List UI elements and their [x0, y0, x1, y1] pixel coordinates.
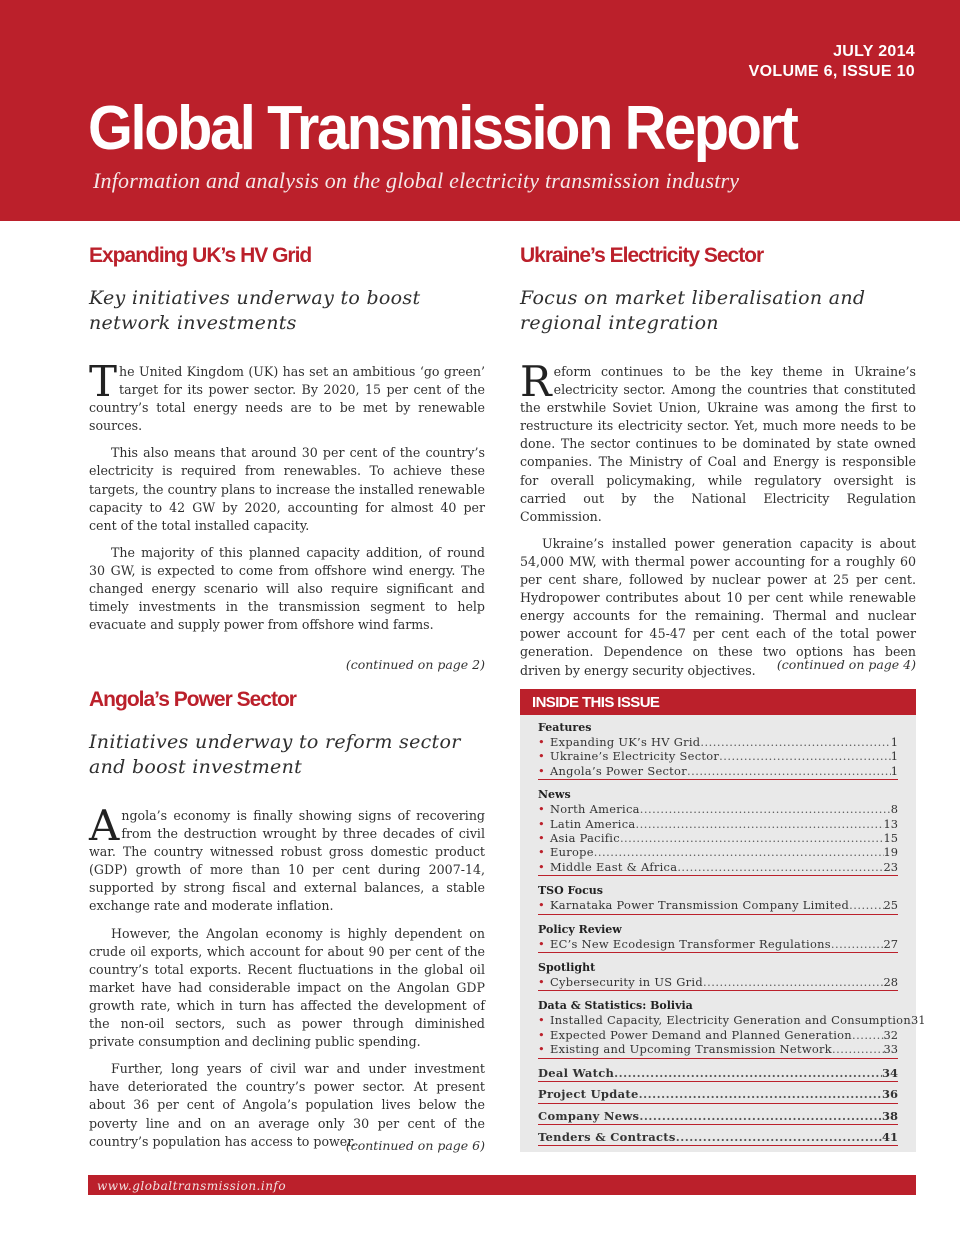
toc-page-number: 23	[883, 859, 898, 874]
dot-leader	[639, 1109, 882, 1123]
publication-tagline: Information and analysis on the global electricity transmission industry	[93, 168, 740, 193]
dot-leader	[620, 831, 884, 845]
toc-standalone-section	[538, 1066, 898, 1082]
bullet-icon: •	[538, 975, 545, 990]
toc-item-label: Expanding UK’s HV Grid	[550, 735, 701, 749]
toc-page-number: 13	[883, 816, 898, 831]
toc-item-label: Expected Power Demand and Planned Generation	[550, 1027, 852, 1042]
paragraph: eform continues to be the key theme in Ukraine’s electricity sector. Among the countries that constituted the erstwhile Soviet Union, Ukraine was among the first to restructure its electricity sector. Yet, much more needs to be done. The sector continues to be dominated by state owned companies. The Ministry of Coal and Energy is responsible for overall policymaking, while regulatory oversight is carried out by the National Electricity Regulation Commission.	[520, 364, 916, 524]
article-heading: Ukraine’s Electricity Sector	[520, 244, 764, 267]
toc-section	[538, 787, 898, 876]
toc-item[interactable]	[538, 735, 898, 749]
toc-section	[538, 922, 898, 953]
toc-item[interactable]	[538, 1109, 898, 1123]
bullet-icon: •	[538, 898, 545, 913]
dot-leader	[594, 845, 884, 859]
toc-item-label: EC’s New Ecodesign Transformer Regulations	[550, 936, 831, 951]
toc-page-number: 1	[890, 763, 898, 778]
toc-item-label: Angola’s Power Sector	[550, 763, 687, 778]
dot-leader	[832, 1042, 883, 1056]
dot-leader	[687, 764, 891, 778]
toc-item[interactable]	[538, 845, 898, 859]
article-body	[89, 801, 485, 1151]
toc-section-title: News	[538, 788, 571, 802]
toc-item[interactable]	[538, 831, 898, 845]
continued-note-uk: (continued on page 2)	[345, 657, 485, 672]
toc-page-number: 19	[883, 845, 898, 860]
toc-page-number: 34	[881, 1065, 898, 1080]
drop-cap: R	[520, 357, 552, 406]
article-heading: Angola’s Power Sector	[89, 688, 296, 711]
dot-leader	[700, 735, 890, 749]
dot-leader	[614, 1066, 882, 1080]
paragraph: ngola’s economy is finally showing signs of recovering from the destruction wrought by three decades of civil war. The country witnessed robust gross domestic product (GDP) growth of more than 10 per cent during 2007-14, supported by strong fiscal and external balances, a stable exchange rate and moderate inflation.	[89, 808, 485, 914]
continued-note-ukraine: (continued on page 4)	[776, 657, 916, 672]
toc-standalone-section	[538, 1087, 898, 1103]
toc-header: INSIDE THIS ISSUE	[520, 689, 916, 715]
toc-item-label: Karnataka Power Transmission Company Limited	[550, 898, 850, 913]
toc-page-number: 28	[883, 975, 898, 990]
bullet-icon: •	[538, 816, 545, 831]
toc-section-title: Features	[538, 721, 592, 734]
bullet-icon: •	[538, 936, 545, 951]
toc-standalone-section	[538, 1130, 898, 1146]
issue-date: JULY 2014	[833, 43, 915, 60]
dot-leader	[676, 1130, 882, 1144]
toc-item[interactable]	[538, 802, 898, 816]
toc-item[interactable]	[538, 1042, 898, 1056]
toc-item-label: Cybersecurity in US Grid	[550, 975, 703, 990]
toc-item[interactable]	[538, 937, 898, 951]
paragraph: Ukraine’s installed power generation capacity is about 54,000 MW, with thermal power accounting for a roughly 60 per cent share, followed by nuclear power at 25 per cent. Hydropower contributes about 10 per cent while renewable energy accounts for the remaining. Thermal and nuclear power account for 45-47 per cent each of the total power generation. Dependence on these two options has been driven by energy security objectives.	[520, 535, 916, 678]
paragraph: The majority of this planned capacity addition, of round 30 GW, is expected to come from offshore wind energy. The changed energy scenario will also require significant and timely investments in the transmission segment to help evacuate and supply power from offshore wind farms.	[89, 544, 485, 633]
dot-leader	[677, 860, 883, 874]
article-angola	[89, 687, 485, 1160]
toc-item-label: Project Update	[538, 1087, 639, 1102]
toc-item-label: Asia Pacific	[550, 831, 620, 846]
bullet-icon: •	[538, 1013, 545, 1028]
toc-page-number: 31	[910, 1013, 926, 1028]
toc-page-number: 27	[883, 936, 898, 951]
inside-this-issue-box	[520, 689, 926, 1152]
toc-page-number: 36	[881, 1087, 898, 1102]
toc-section-title: Spotlight	[538, 961, 596, 975]
issue-volume: VOLUME 6, ISSUE 10	[748, 63, 915, 80]
toc-page-number: 41	[881, 1129, 898, 1144]
article-heading: Expanding UK’s HV Grid	[89, 244, 312, 267]
article-body	[89, 357, 485, 634]
toc-page-number: 1	[890, 749, 898, 764]
toc-item-label: Europe	[550, 845, 594, 860]
masthead	[0, 0, 960, 221]
toc-page-number: 32	[883, 1027, 898, 1042]
toc-item-label: North America	[550, 802, 640, 817]
bullet-icon: •	[538, 802, 545, 817]
toc-section	[538, 998, 926, 1058]
dot-leader	[849, 898, 883, 912]
drop-cap: A	[89, 801, 120, 850]
toc-item-label: Ukraine’s Electricity Sector	[550, 749, 720, 764]
bullet-icon: •	[538, 859, 545, 874]
toc-page-number: 38	[881, 1108, 898, 1123]
toc-item-label: Existing and Upcoming Transmission Network	[550, 1042, 833, 1057]
toc-item[interactable]	[538, 764, 898, 778]
toc-item[interactable]	[538, 817, 898, 831]
article-body	[520, 357, 916, 680]
dot-leader	[639, 1087, 882, 1101]
toc-item[interactable]	[538, 860, 898, 874]
toc-item[interactable]	[538, 1013, 926, 1028]
paragraph: Further, long years of civil war and under investment have deteriorated the country’s power sector. At present about 36 per cent of Angola’s population lives below the poverty line and on an average only 30 per cent of the country’s population has access to power.	[89, 1061, 485, 1149]
toc-item[interactable]	[538, 1087, 898, 1101]
bullet-icon: •	[538, 763, 545, 778]
bullet-icon: •	[538, 1027, 545, 1042]
toc-page-number: 33	[883, 1042, 898, 1057]
toc-page-number: 25	[883, 898, 898, 913]
toc-section	[538, 720, 898, 780]
dot-leader	[852, 1028, 884, 1042]
dot-leader	[719, 749, 891, 763]
bullet-icon: •	[538, 831, 545, 846]
toc-section-title: Policy Review	[538, 922, 622, 936]
bullet-icon: •	[538, 1042, 545, 1057]
toc-item-label: Company News	[538, 1108, 640, 1123]
issue-info	[749, 42, 915, 82]
toc-section-title: TSO Focus	[538, 884, 603, 898]
paragraph: However, the Angolan economy is highly dependent on crude oil exports, which account for about 90 per cent of the country’s total exports. Recent fluctuations in the global oil market have had considerable impact on the Angolan GDP growth rate, which in turn has affected the development of the non-oil sectors, such as power through diminished private consumption and declining public spending.	[89, 925, 485, 1050]
toc-page-number: 8	[890, 802, 898, 817]
article-ukraine	[520, 243, 916, 689]
continued-note-angola: (continued on page 6)	[345, 1138, 485, 1153]
paragraph: he United Kingdom (UK) has set an ambitious ‘go green’ target for its power sector. By 2020, 15 per cent of the country’s total energy needs are to be met by renewable sources.	[89, 364, 485, 434]
bullet-icon: •	[538, 735, 545, 749]
toc-item-label: Latin America	[550, 816, 636, 831]
drop-cap: T	[89, 357, 118, 406]
website-link[interactable]: www.globaltransmission.info	[97, 1179, 287, 1193]
dot-leader	[703, 975, 884, 989]
toc-item[interactable]	[538, 975, 898, 989]
article-uk	[89, 243, 485, 643]
dot-leader	[831, 937, 884, 951]
toc-item[interactable]	[538, 749, 898, 763]
toc-item[interactable]	[538, 1028, 898, 1042]
toc-item-label: Installed Capacity, Electricity Generation and Consumption	[550, 1013, 911, 1028]
toc-standalone-section	[538, 1109, 898, 1125]
bullet-icon: •	[538, 749, 545, 764]
dot-leader	[640, 802, 891, 816]
article-subheading: Focus on market liberalisation and regional integration	[520, 287, 866, 334]
toc-section	[538, 883, 898, 914]
toc-section	[538, 960, 898, 991]
toc-item-label: Deal Watch	[538, 1065, 615, 1080]
toc-list	[520, 715, 926, 1146]
dot-leader	[635, 817, 883, 831]
toc-item[interactable]	[538, 1066, 898, 1080]
toc-item[interactable]	[538, 898, 898, 912]
bullet-icon: •	[538, 845, 545, 860]
article-subheading: Initiatives underway to reform sector and boost investment	[89, 731, 461, 778]
toc-item[interactable]	[538, 1130, 898, 1144]
article-subheading: Key initiatives underway to boost network investments	[89, 287, 421, 334]
publication-title: Global Transmission Report	[88, 94, 797, 163]
toc-section-title: Data & Statistics: Bolivia	[538, 999, 693, 1013]
toc-page-number: 15	[883, 831, 898, 846]
toc-item-label: Tenders & Contracts	[538, 1129, 676, 1144]
footer-bar	[88, 1175, 916, 1195]
paragraph: This also means that around 30 per cent of the country’s electricity is required from renewables. To achieve these targets, the country plans to increase the installed renewable capacity to 42 GW by 2020, accounting for almost 40 per cent of the total installed capacity.	[89, 445, 485, 533]
toc-page-number: 1	[890, 735, 898, 749]
toc-item-label: Middle East & Africa	[550, 859, 678, 874]
